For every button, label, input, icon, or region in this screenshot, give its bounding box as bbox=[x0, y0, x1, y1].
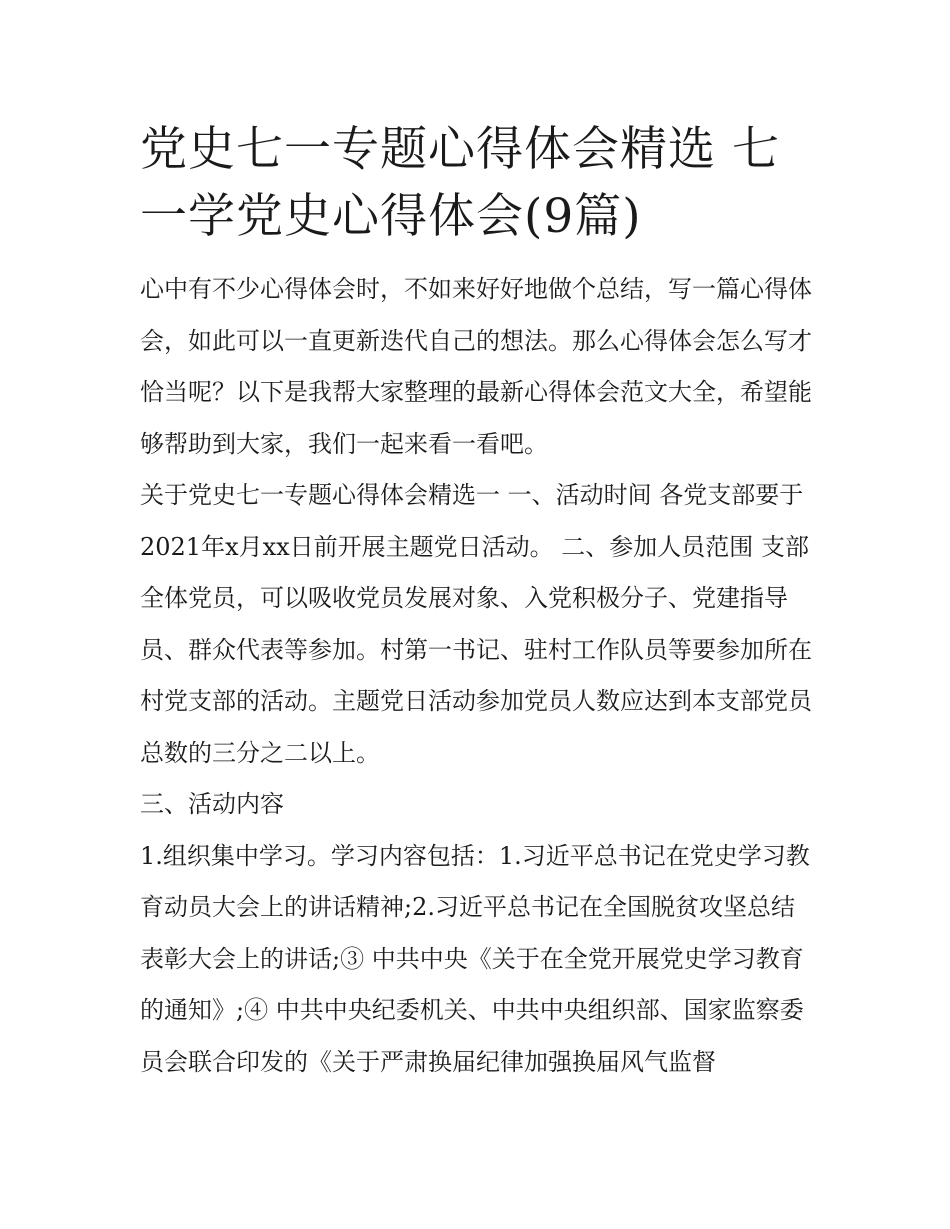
intro-paragraph: 心中有不少心得体会时，不如来好好地做个总结，写一篇心得体会，如此可以一直更新迭代自己的想法。那么心得体会怎么写才恰当呢？以下是我帮大家整理的最新心得体会范文大全，希望能够帮助到大家，我们一起来看一看吧。 bbox=[140, 275, 812, 458]
document-content bbox=[140, 116, 812, 1088]
section-three-heading: 三、活动内容 bbox=[140, 790, 284, 818]
section-three-paragraph: 1.组织集中学习。学习内容包括：1.习近平总书记在党史学习教育动员大会上的讲话精神;2.习近平总书记在全国脱贫攻坚总结表彰大会上的讲话;③ 中共中央《关于在全党开展党史学习教育的通知》;④ 中共中央纪委机关、中共中央组织部、国家监察委员会联合印发的《关于严肃换届纪律加强换届风气监督 bbox=[140, 841, 810, 1076]
section-one-paragraph: 关于党史七一专题心得体会精选一 一、活动时间 各党支部要于2021年x月xx日前开展主题党日活动。 二、参加人员范围 支部全体党员，可以吸收党员发展对象、入党积极分子、党建指导员、群众代表等参加。村第一书记、驻村工作队员等要参加所在村党支部的活动。主题党日活动参加党员人数应达到本支部党员总数的三分之二以上。 bbox=[140, 481, 812, 767]
document-title: 党史七一专题心得体会精选 七一学党史心得体会(9篇) bbox=[140, 122, 780, 244]
